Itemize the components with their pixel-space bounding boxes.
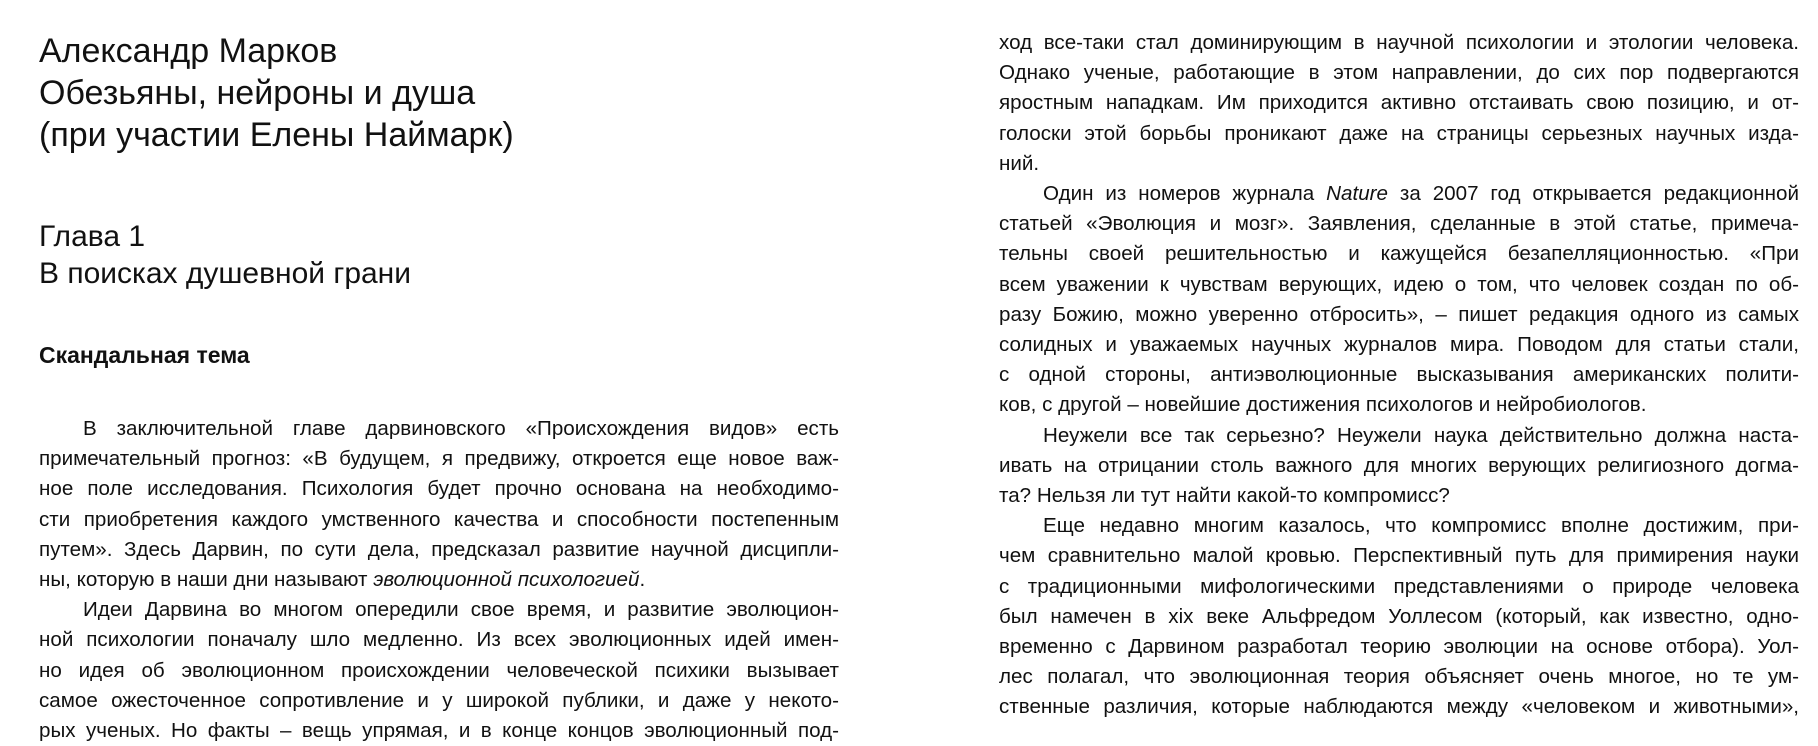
text-line: но идея об эволюционном происхождении человеческой психики вызывает bbox=[39, 658, 839, 682]
text-line: всем уважении к чувствам верующих, идею о том, что человек создан по об- bbox=[999, 272, 1799, 296]
chapter-title: В поисках душевной грани bbox=[39, 257, 412, 290]
left-column bbox=[39, 30, 839, 746]
paragraph bbox=[999, 179, 1799, 421]
text-fragment: . bbox=[639, 568, 646, 592]
text-line: ивать на отрицании столь важного для многих верующих религиозного догма- bbox=[999, 453, 1799, 477]
text-line: ственные различия, которые наблюдаются между «человеком и животными», bbox=[999, 695, 1799, 719]
text-line: ное поле исследования. Психология будет прочно основана на необходимо- bbox=[39, 477, 839, 501]
left-body-text bbox=[39, 414, 839, 746]
chapter-header bbox=[39, 218, 839, 292]
paragraph bbox=[999, 511, 1799, 722]
right-column bbox=[999, 28, 1799, 723]
text-line: был намечен в xix веке Альфредом Уоллесом (который, как известно, одно- bbox=[999, 604, 1799, 628]
text-line: ной психологии поначалу шло медленно. Из всех эволюционных идей имен- bbox=[39, 628, 839, 652]
text-line: самое ожесточенное сопротивление и у широкой публики, и даже у некото- bbox=[39, 688, 839, 712]
book-contributor: (при участии Елены Наймарк) bbox=[39, 116, 514, 154]
text-line: Однако ученые, работающие в этом направлении, до сих пор подвергаются bbox=[999, 61, 1799, 85]
text-line: Идеи Дарвина во многом опередили свое время, и развитие эволюцион- bbox=[83, 598, 839, 622]
text-line: солидных и уважаемых научных журналов мира. Поводом для статьи стали, bbox=[999, 333, 1799, 357]
text-line: лес полагал, что эволюционная теория объясняет очень многое, но те ум- bbox=[999, 665, 1799, 689]
text-line: с одной стороны, антиэволюционные высказывания американских полити- bbox=[999, 363, 1799, 387]
journal-name: Nature bbox=[1326, 182, 1388, 206]
text-line: чем сравнительно малой кровью. Перспективный путь для примирения науки bbox=[999, 544, 1799, 568]
book-title: Обезьяны, нейроны и душа bbox=[39, 74, 476, 112]
text-line: путем». Здесь Дарвин, по сути дела, предсказал развитие научной дисципли- bbox=[39, 537, 839, 561]
text-line: временно с Дарвином разработал теорию эволюции на основе отбора). Уол- bbox=[999, 635, 1799, 659]
book-header bbox=[39, 30, 839, 156]
text-line: яростным нападкам. Им приходится активно отстаивать свою позицию, и от- bbox=[999, 91, 1799, 115]
text-line bbox=[999, 179, 1799, 209]
text-line: Неужели все так серьезно? Неужели наука действительно должна наста- bbox=[1043, 423, 1799, 447]
paragraph bbox=[39, 414, 839, 595]
text-fragment: Один из номеров журнала bbox=[1043, 182, 1327, 206]
text-line: ход все-таки стал доминирующим в научной психологии и этологии человека. bbox=[999, 31, 1799, 54]
text-line: ний. bbox=[999, 151, 1040, 175]
text-fragment: за 2007 год открывается редакционной bbox=[1387, 182, 1799, 206]
paragraph bbox=[999, 28, 1799, 179]
text-line bbox=[39, 565, 839, 595]
text-line: тельны своей решительностью и кажущейся безапелляционностью. «При bbox=[999, 242, 1799, 266]
text-line: В заключительной главе дарвиновского «Происхождения видов» есть bbox=[83, 417, 839, 440]
text-line: разу Божию, можно уверенно отбросить», – пишет редакция одного из самых bbox=[999, 302, 1799, 326]
text-line: сти приобретения каждого умственного качества и способности постепенным bbox=[39, 507, 839, 531]
text-line: Еще недавно многим казалось, что компромисс вполне достижим, при- bbox=[1043, 514, 1799, 538]
section-title: Скандальная тема bbox=[39, 342, 250, 368]
paragraph bbox=[999, 421, 1799, 512]
text-line: ков, с другой – новейшие достижения психологов и нейробиологов. bbox=[999, 393, 1647, 417]
text-line: с традиционными мифологическими представлениями о природе человека bbox=[999, 574, 1799, 598]
emphasis-term: эволюционной психологией bbox=[373, 568, 640, 592]
chapter-number: Глава 1 bbox=[39, 220, 146, 253]
text-line: статьей «Эволюция и мозг». Заявления, сделанные в этой статье, примеча- bbox=[999, 212, 1799, 236]
text-line: примечательный прогноз: «В будущем, я предвижу, откроется еще новое важ- bbox=[39, 447, 839, 471]
text-line: та? Нельзя ли тут найти какой-то компромисс? bbox=[999, 484, 1450, 508]
text-fragment: ны, которую в наши дни называют bbox=[39, 568, 374, 592]
book-author: Александр Марков bbox=[39, 32, 338, 70]
paragraph bbox=[39, 595, 839, 746]
text-line: рых ученых. Но факты – вещь упрямая, и в конце концов эволюционный под- bbox=[39, 719, 839, 743]
text-line: голоски этой борьбы проникают даже на страницы серьезных научных изда- bbox=[999, 121, 1799, 145]
